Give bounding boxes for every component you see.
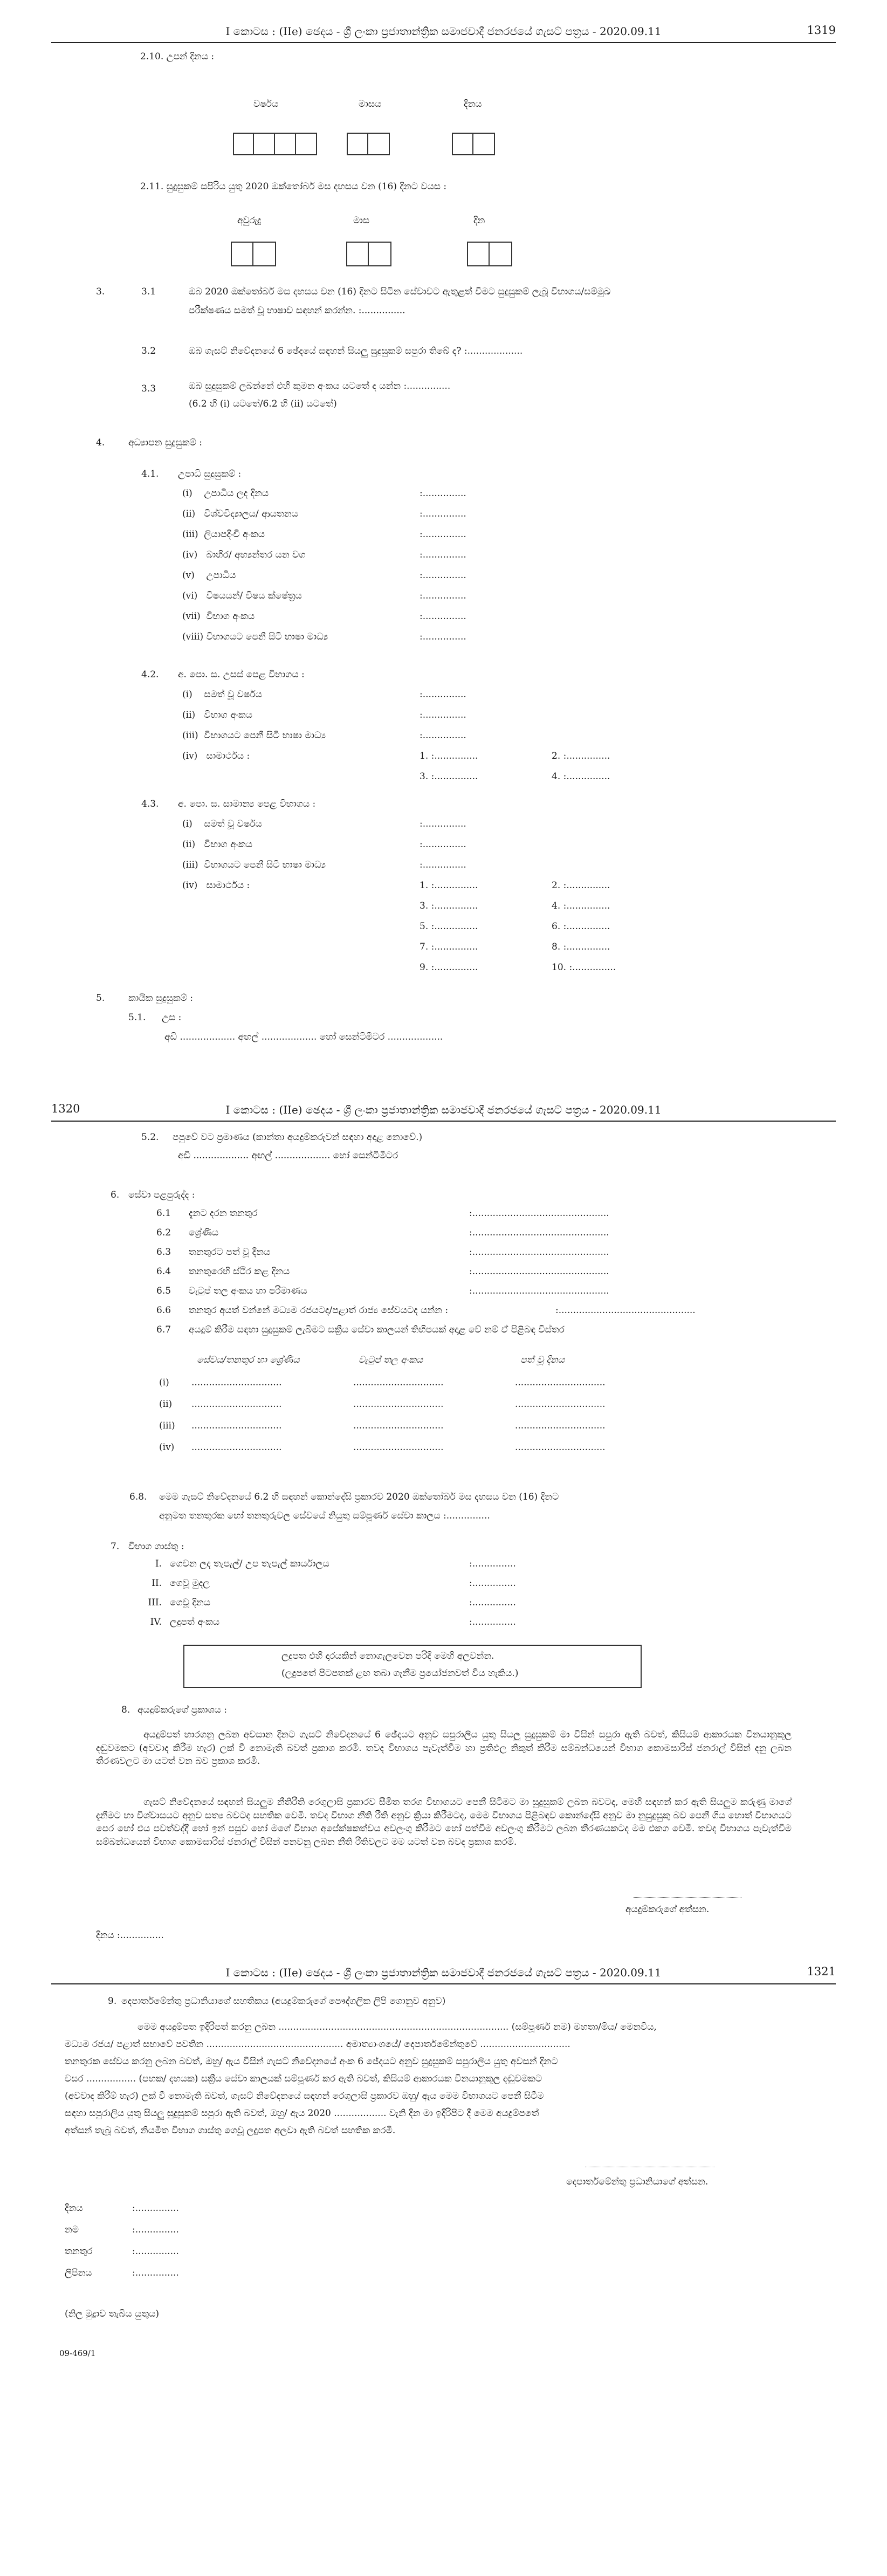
service-item-label: තනතුරට පත් වූ දිනය xyxy=(189,1247,271,1258)
section-4-number: 4. xyxy=(96,437,105,448)
gazette-title: I කොටස : (IIe) ඡෙදය - ශ්‍රී ලංකා ප්‍රජාතාන්ත්‍රික සමාජවාදී ජනරජයේ ගැසට් පත්‍රය - 2020.09.11 xyxy=(225,25,662,38)
degree-item-label: (iii) ලියාපදිංචි අංකය xyxy=(182,529,265,540)
year-label: වර්ෂය xyxy=(253,99,279,109)
fee-item-label: ගෙවන ලද තැපැල්/ උප තැපැල් කාර්යාලය xyxy=(170,1558,329,1569)
box[interactable] xyxy=(346,242,369,266)
box[interactable] xyxy=(254,133,275,155)
service-item-label: තනතුරෙහි ස්ථිර කළ දිනය xyxy=(189,1266,290,1277)
item-4-1-number: 4.1. xyxy=(141,469,159,479)
box[interactable] xyxy=(296,133,317,155)
section-5-title: කායික සුදුසුකම් : xyxy=(128,993,193,1004)
al-item-field[interactable]: :............... xyxy=(420,689,466,700)
page-header xyxy=(51,1100,836,1122)
declaration-paragraph-1: අයදුම්පත් භාරගනු ලබන අවසාන දිනට ගැසට් නිවේදනයේ 6 ඡේදයට අනුව සපුරාලිය යුතු සියලු සුදුසුකම් මා විසින් සපුරා ඇති බවත්, කිසියම් ආකාරයක විනයානුකූල දඬුවමකට (අවවාද කිරීම හැර) ලක් වී නොමැති බවත් ප්‍රකාශ කරමි. තවද විභාගය පැවැත්වීම හා ප්‍රතිඵල නිකුත් කිරීම සම්බන්ධයෙන් විභාග කොමසාරිස් ජනරාල් විසින් දනු ලබන තීරණවලට මා යටත් වන බව ප්‍රකාශ කරමි. xyxy=(96,1729,792,1767)
service-item-number: 6.1 xyxy=(156,1208,171,1219)
degree-item-label: (ii) විශ්වවිද්‍යාලය/ ආයතනය xyxy=(182,509,298,519)
service-item-field[interactable]: :............................................... xyxy=(469,1208,609,1219)
dob-year-boxes[interactable] xyxy=(233,133,317,155)
ol-item-label: (iv) සාමාර්ථය : xyxy=(182,880,250,891)
gazette-title: I කොටස : (IIe) ඡෙදය - ශ්‍රී ලංකා ප්‍රජාතාන්ත්‍රික සමාජවාදී ජනරජයේ ගැසට් පත්‍රය - 2020.09.11 xyxy=(225,1103,662,1116)
receipt-note: ලදුපත එහි දාරයකින් නොගැලවෙන පරිදි මෙහි අලවන්න. xyxy=(281,1651,494,1661)
table-row-number: (iii) xyxy=(159,1420,175,1431)
service-item-label: තනතුර අයත් වන්නේ මධ්‍යම රජයටද/පළාත් රාජ්‍ය සේවයටද යන්න : xyxy=(189,1305,449,1316)
certifier-field-label: නම xyxy=(65,2224,79,2235)
service-item-label: වැටුප් තල අංකය හා පරිමාණය xyxy=(189,1286,307,1296)
ol-item-field[interactable]: :............... xyxy=(420,819,466,829)
service-item-number: 6.4 xyxy=(156,1266,171,1277)
fee-item-number: II. xyxy=(152,1578,162,1589)
ol-grade-field[interactable]: 5. :............... xyxy=(420,921,478,932)
section-8-title: අයදුම්කරුගේ ප්‍රකාශය : xyxy=(137,1705,228,1715)
item-3-1-text: ඔබ 2020 ඔක්තෝබර් මස දහසය වන (16) දිනට සිටින සේවාවට ඇතුළත් වීමට සුදුසුකම් ලැබූ විභාගය/සම්මුඛ xyxy=(189,286,611,297)
certifier-field-label: තනතුර xyxy=(65,2246,93,2257)
table-cell[interactable]: ............................... xyxy=(191,1399,282,1410)
chest-line[interactable]: අඩි ................... අඟල් ................... හෝ සෙන්ටිමීටර xyxy=(178,1150,398,1161)
degree-item-field[interactable]: :............... xyxy=(420,488,466,499)
table-header-cell: වැටුප් තල අංකය xyxy=(359,1355,423,1365)
table-header-cell: සේවය/තනතුර හා ශ්‍රේණිය xyxy=(197,1355,300,1365)
item-4-2-number: 4.2. xyxy=(141,669,159,680)
day-label: දිනය xyxy=(464,99,482,109)
gazette-page-1321 xyxy=(0,1963,887,2576)
service-item-field[interactable]: :............................................... xyxy=(555,1305,696,1316)
ol-grade-field[interactable]: 10. :............... xyxy=(552,962,616,973)
ol-grade-field[interactable]: 1. :............... xyxy=(420,880,478,891)
al-item-field[interactable]: :............... xyxy=(420,710,466,720)
certifier-field-label: ලිපිනය xyxy=(65,2268,92,2278)
ol-grade-field[interactable]: 3. :............... xyxy=(420,901,478,911)
box[interactable] xyxy=(368,133,390,155)
ol-item-field[interactable]: :............... xyxy=(420,860,466,870)
item-6-8-number: 6.8. xyxy=(129,1492,147,1502)
item-5-2-title: පපුවේ වට ප්‍රමාණය (කාන්තා අයදුම්කරුවන් සඳහා අදාළ නොවේ.) xyxy=(173,1132,423,1143)
al-grade-field[interactable]: 1. :............... xyxy=(420,751,478,761)
table-row-number: (ii) xyxy=(159,1399,173,1410)
item-3-3-number: 3.3 xyxy=(141,383,156,394)
al-grade-field[interactable]: 2. :............... xyxy=(552,751,610,761)
fee-item-label: ගෙවූ දිනය xyxy=(170,1597,210,1608)
item-4-1-title: උපාධි සුදුසුකම් : xyxy=(178,469,242,479)
item-6-8-text: මෙම ගැසට් නිවේදනයේ 6.2 හි සඳහන් කොන්දේසි ප්‍රකාරව 2020 ඔක්තෝබර් මස දහසය වන (16) දිනට xyxy=(159,1492,559,1502)
table-cell[interactable]: ............................... xyxy=(353,1377,444,1388)
degree-item-field[interactable]: :............... xyxy=(420,529,466,540)
section-5-number: 5. xyxy=(96,993,105,1004)
section-9-number: 9. xyxy=(108,1996,117,2007)
degree-item-label: (vii) විභාග අංකය xyxy=(182,611,255,622)
age-month-boxes[interactable] xyxy=(346,242,391,266)
cert-line-7: අත්සන් තැබූ බවත්, නියමිත විභාග ගාස්තු ගෙවූ ලදුපත අලවා ඇති බවත් සහතික කරමි. xyxy=(65,2125,396,2136)
item-3-2-text: ඔබ ගැසට් නිවේදනයේ 6 ඡේදයේ සඳහන් සියලු සුදුසුකම් සපුරා තිබේ ද? :................... xyxy=(189,346,523,356)
fee-item-label: ලදුපත් අංකය xyxy=(170,1617,220,1627)
service-item-field[interactable]: :............................................... xyxy=(469,1227,609,1238)
al-item-field[interactable]: :............... xyxy=(420,730,466,741)
fee-item-number: III. xyxy=(148,1597,162,1608)
ol-grade-field[interactable]: 9. :............... xyxy=(420,962,478,973)
fee-item-field[interactable]: :............... xyxy=(469,1578,516,1589)
applicant-signature-line[interactable] xyxy=(634,1897,741,1898)
page-number: 1319 xyxy=(807,24,836,37)
cert-line-2: මධ්‍යම රජය/ පළාත් සභාවේ පවතින ............................................... අමාත්‍යාංශයේ/ දෙපාර්තමේන්තුවේ ............................... xyxy=(65,2039,570,2050)
document-code: 09-469/1 xyxy=(59,2348,96,2358)
cert-line-4: වසර ................. (පහක/ දහයක) සක්‍රීය සේවා කාලයක් සම්පූර්ණ කර ඇති බවත්, කිසියම් ආකාරයක විනයානුකූල දඬුවමකට xyxy=(65,2073,542,2084)
applicant-date[interactable]: දිනය :............... xyxy=(96,1930,164,1941)
month-label: මාසය xyxy=(359,99,382,109)
section-3-number: 3. xyxy=(96,286,105,297)
box[interactable] xyxy=(467,242,490,266)
degree-item-label: (viii) විභාගයට පෙනී සිටි භාෂා මාධ්‍ය xyxy=(182,631,328,642)
al-item-label: (ii) විභාග අංකය xyxy=(182,710,252,720)
table-cell[interactable]: ............................... xyxy=(191,1442,282,1453)
table-header-cell: පත් වූ දිනය xyxy=(520,1355,565,1365)
ol-grade-field[interactable]: 6. :............... xyxy=(552,921,610,932)
ol-item-label: (iii) විභාගයට පෙනී සිටි භාෂා මාධ්‍ය xyxy=(182,860,326,870)
box[interactable] xyxy=(233,133,254,155)
section-9-title: දෙපාර්තමේන්තු ප්‍රධානියාගේ සහතිකය (අයදුම්කරුගේ පෞද්ගලික ලිපි ගොනුව අනුව) xyxy=(121,1996,446,2007)
page-number: 1320 xyxy=(51,1102,80,1115)
section-7-number: 7. xyxy=(111,1541,120,1552)
box[interactable] xyxy=(347,133,368,155)
certifier-field-value[interactable]: :............... xyxy=(132,2268,179,2278)
al-grade-field[interactable]: 4. :............... xyxy=(552,771,610,782)
table-row-number: (iv) xyxy=(159,1442,175,1453)
item-3-1-text-2: පරීක්ෂණය සමත් වූ භාෂාව සඳහන් කරන්න. :............... xyxy=(189,305,405,316)
fee-item-field[interactable]: :............... xyxy=(469,1558,516,1569)
table-row-number: (i) xyxy=(159,1377,169,1388)
service-item-number: 6.2 xyxy=(156,1227,171,1238)
box[interactable] xyxy=(275,133,296,155)
certifier-field-value[interactable]: :............... xyxy=(132,2203,179,2214)
table-cell[interactable]: ............................... xyxy=(353,1420,444,1431)
degree-item-label: (v) උපාධිය xyxy=(182,570,236,581)
page-header xyxy=(51,22,836,43)
fee-item-number: IV. xyxy=(150,1617,162,1627)
table-cell[interactable]: ............................... xyxy=(515,1399,606,1410)
fee-item-field[interactable]: :............... xyxy=(469,1617,516,1627)
service-item-number: 6.3 xyxy=(156,1247,171,1258)
height-line[interactable]: අඩි ................... අඟල් ................... හෝ සෙන්ටිමීටර ................... xyxy=(164,1032,443,1042)
al-grade-field[interactable]: 3. :............... xyxy=(420,771,478,782)
section-8-number: 8. xyxy=(121,1705,130,1715)
ol-item-label: (i) සමත් වූ වර්ෂය xyxy=(182,819,262,829)
box[interactable] xyxy=(490,242,512,266)
cert-line-6: සඳහා සපුරාලිය යුතු සියලු සුදුසුකම් සපුරා ඇති බවත්, ඔහු/ ඇය 2020 .................. වැනි දින මා ඉදිරිපිට දී මෙම අයදුම්පතේ xyxy=(65,2108,539,2119)
ol-grade-field[interactable]: 4. :............... xyxy=(552,901,610,911)
table-cell[interactable]: ............................... xyxy=(515,1377,606,1388)
receipt-note-2: (ලදුපතේ පිටපතක් ළඟ තබා ගැනීම ප්‍රයෝජනවත් විය හැකිය.) xyxy=(281,1668,519,1679)
item-5-2-number: 5.2. xyxy=(141,1132,159,1143)
page-number: 1321 xyxy=(807,1965,836,1978)
months-label: මාස xyxy=(353,215,370,226)
service-item-label: දැනට දරන තනතුර xyxy=(189,1208,258,1219)
ol-grade-field[interactable]: 2. :............... xyxy=(552,880,610,891)
service-item-number: 6.6 xyxy=(156,1305,171,1316)
degree-item-label: (vi) විෂයයන්/ විෂය ක්ෂේත්‍රය xyxy=(182,590,302,601)
table-cell[interactable]: ............................... xyxy=(353,1442,444,1453)
degree-item-field[interactable]: :............... xyxy=(420,590,466,601)
item-4-3-title: අ. පො. ස. සාමාන්‍ය පෙළ විභාගය : xyxy=(178,799,316,809)
service-item-field[interactable]: :............................................... xyxy=(469,1247,609,1258)
degree-item-field[interactable]: :............... xyxy=(420,570,466,581)
degree-item-field[interactable]: :............... xyxy=(420,509,466,519)
table-cell[interactable]: ............................... xyxy=(515,1420,606,1431)
degree-item-field[interactable]: :............... xyxy=(420,611,466,622)
age-label: 2.11. සුදුසුකම් සපිරිය යුතු 2020 ඔක්තෝබර් මස දහසය වන (16) දිනට වයස : xyxy=(140,181,447,192)
degree-item-label: (i) උපාධිය ලද දිනය xyxy=(182,488,269,499)
certifier-field-label: දිනය xyxy=(65,2203,83,2214)
table-cell[interactable]: ............................... xyxy=(191,1377,282,1388)
page-header xyxy=(51,1963,836,1984)
declaration-paragraph-2: ගැසට් නිවේදනයේ සඳහන් සියලුම නීතිරීති රෙගුලාසි ප්‍රකාරව සීමිත තරග විභාගයට පෙනී සිටීමට මා සුදුසුකම් ලබන බවටද, මෙහි සඳහන් කර ඇති සියලුම කරුණු මාගේ දැනීමට හා විශ්වාසයට අනුව සත්‍ය බවටද සහතික වෙමි. තවද විභාග නීති රීති අනුව ක්‍රියා කිරීමටද, මෙම විභාගය පිළිබඳව කොන්දේසි අනුව මා නුසුදුසුකු බව පෙනී ගිය හොත් විභාගයට පෙර හෝ එය පවත්වද්දී හෝ ඉන් පසුව හෝ මගේ විභාග අපේක්ෂකත්වය අවලංගු කිරීමට හෝ පත්වීම අවලංගු කිරීමට ලබන තීරණයකටද මම එකග වෙමි. තවද විභාගය පැවැත්වීම සම්බන්ධයෙන් විභාග කොමසාරිස් ජනරාල් විසින් පනවනු ලබන නීති රීතිවලට මම යටත් වන බවද ප්‍රකාශ කරමි. xyxy=(96,1797,792,1847)
receipt-paste-box[interactable] xyxy=(183,1645,642,1688)
service-item-field[interactable]: :............................................... xyxy=(469,1286,609,1296)
applicant-signature-label: අයදුම්කරුගේ අත්සන. xyxy=(625,1904,710,1915)
fee-item-number: I. xyxy=(155,1558,162,1569)
dob-label: 2.10. උපන් දිනය : xyxy=(140,51,215,62)
box[interactable] xyxy=(452,133,473,155)
table-cell[interactable]: ............................... xyxy=(515,1442,606,1453)
head-signature-label: දෙපාර්තමේන්තු ප්‍රධානියාගේ අත්සන. xyxy=(566,2176,709,2187)
fee-item-label: ගෙවූ මුදල xyxy=(170,1578,210,1589)
ol-grade-field[interactable]: 8. :............... xyxy=(552,942,610,952)
ol-item-field[interactable]: :............... xyxy=(420,839,466,850)
box[interactable] xyxy=(231,242,253,266)
service-item-number: 6.7 xyxy=(156,1324,171,1335)
service-item-field[interactable]: :............................................... xyxy=(469,1266,609,1277)
certifier-field-value[interactable]: :............... xyxy=(132,2246,179,2257)
item-4-3-number: 4.3. xyxy=(141,799,159,809)
table-cell[interactable]: ............................... xyxy=(191,1420,282,1431)
box[interactable] xyxy=(369,242,391,266)
gazette-page-1320 xyxy=(0,1100,887,1941)
item-3-2-number: 3.2 xyxy=(141,346,156,356)
cert-line-5: (අවවාද කිරීම් හැර) ලක් වී නොමැති බවත්, ගැසට් නිවේදනයේ සඳහන් රෙගුලාසි ප්‍රකාරව ඔහු/ ඇය මෙම විභාගයට පෙනී සිටීම xyxy=(65,2091,544,2101)
item-3-1-number: 3.1 xyxy=(141,286,156,297)
dob-day-boxes[interactable] xyxy=(452,133,495,155)
section-4-title: අධ්‍යාපන සුදුසුකම් : xyxy=(128,437,202,448)
section-6-number: 6. xyxy=(111,1190,120,1200)
ol-grade-field[interactable]: 7. :............... xyxy=(420,942,478,952)
al-item-label: (i) සමත් වූ වර්ෂය xyxy=(182,689,262,700)
service-item-label: අයදුම් කිරීම සඳහා සුදුසුකම් ලැබීමට සක්‍රීය සේවා කාලයන් තිහිපයක් අදාළ වේ නම් ඒ පිළිබඳ විස්තර xyxy=(189,1324,565,1335)
seal-note: (නිල මුද්‍රාව තැබිය යුතුය) xyxy=(65,2309,160,2319)
ol-item-label: (ii) විභාග අංකය xyxy=(182,839,252,850)
days-label: දින xyxy=(473,215,485,226)
item-6-8-text-2: අනුමත තනතුරක හෝ තනතුරුවල සේවයේ නියුතු සම්පූර්ණ සේවා කාලය :............... xyxy=(159,1510,490,1521)
dob-month-boxes[interactable] xyxy=(347,133,390,155)
al-item-label: (iv) සාමාර්ථය : xyxy=(182,751,250,761)
section-6-title: සේවා පළපුරුද්ද : xyxy=(128,1190,195,1200)
item-5-1-number: 5.1. xyxy=(128,1012,146,1023)
age-year-boxes[interactable] xyxy=(231,242,276,266)
service-item-label: ශ්‍රේණිය xyxy=(189,1227,219,1238)
fee-item-field[interactable]: :............... xyxy=(469,1597,516,1608)
degree-item-field[interactable]: :............... xyxy=(420,631,466,642)
box[interactable] xyxy=(473,133,495,155)
degree-item-label: (iv) බාහිර/ අභ්‍යන්තර යන වග xyxy=(182,549,306,560)
table-cell[interactable]: ............................... xyxy=(353,1399,444,1410)
age-day-boxes[interactable] xyxy=(467,242,512,266)
item-3-3-text: ඔබ සුදුසුකම් ලබන්නේ එහි කුමන අංකය යටතේ ද යන්න :............... xyxy=(189,381,451,391)
item-5-1-title: උස : xyxy=(162,1012,182,1023)
item-4-2-title: අ. පො. ස. උසස් පෙළ විභාගය : xyxy=(178,669,305,680)
gazette-page-1319 xyxy=(0,0,887,1042)
section-7-title: විභාග ගාස්තු : xyxy=(128,1541,184,1552)
al-item-label: (iii) විභාගයට පෙනී සිටි භාෂා මාධ්‍ය xyxy=(182,730,326,741)
gazette-title: I කොටස : (IIe) ඡෙදය - ශ්‍රී ලංකා ප්‍රජාතාන්ත්‍රික සමාජවාදී ජනරජයේ ගැසට් පත්‍රය - 2020.09.11 xyxy=(225,1966,662,1979)
cert-line-3: තනතුරක සේවය කරනු ලබන බවත්, ඔහු/ ඇය විසින් ගැසට් නිවේදනයේ අංක 6 ඡේදයට අනුව සුදුසුකම් සපුරාලිය යුතු අවසන් දිනට xyxy=(65,2056,558,2067)
years-label: අවුරුදු xyxy=(237,215,262,226)
degree-item-field[interactable]: :............... xyxy=(420,549,466,560)
box[interactable] xyxy=(253,242,276,266)
certifier-field-value[interactable]: :............... xyxy=(132,2224,179,2235)
item-3-3-note: (6.2 හි (i) යටතේ/6.2 හි (ii) යටතේ) xyxy=(189,399,337,409)
cert-line-1: මෙම අයදුම්පත ඉදිරිපත් කරනු ලබන ............................................................................... (සම්පූර්ණ නම) මහතා/මිය/ මෙනවිය, xyxy=(137,2022,657,2032)
service-item-number: 6.5 xyxy=(156,1286,171,1296)
